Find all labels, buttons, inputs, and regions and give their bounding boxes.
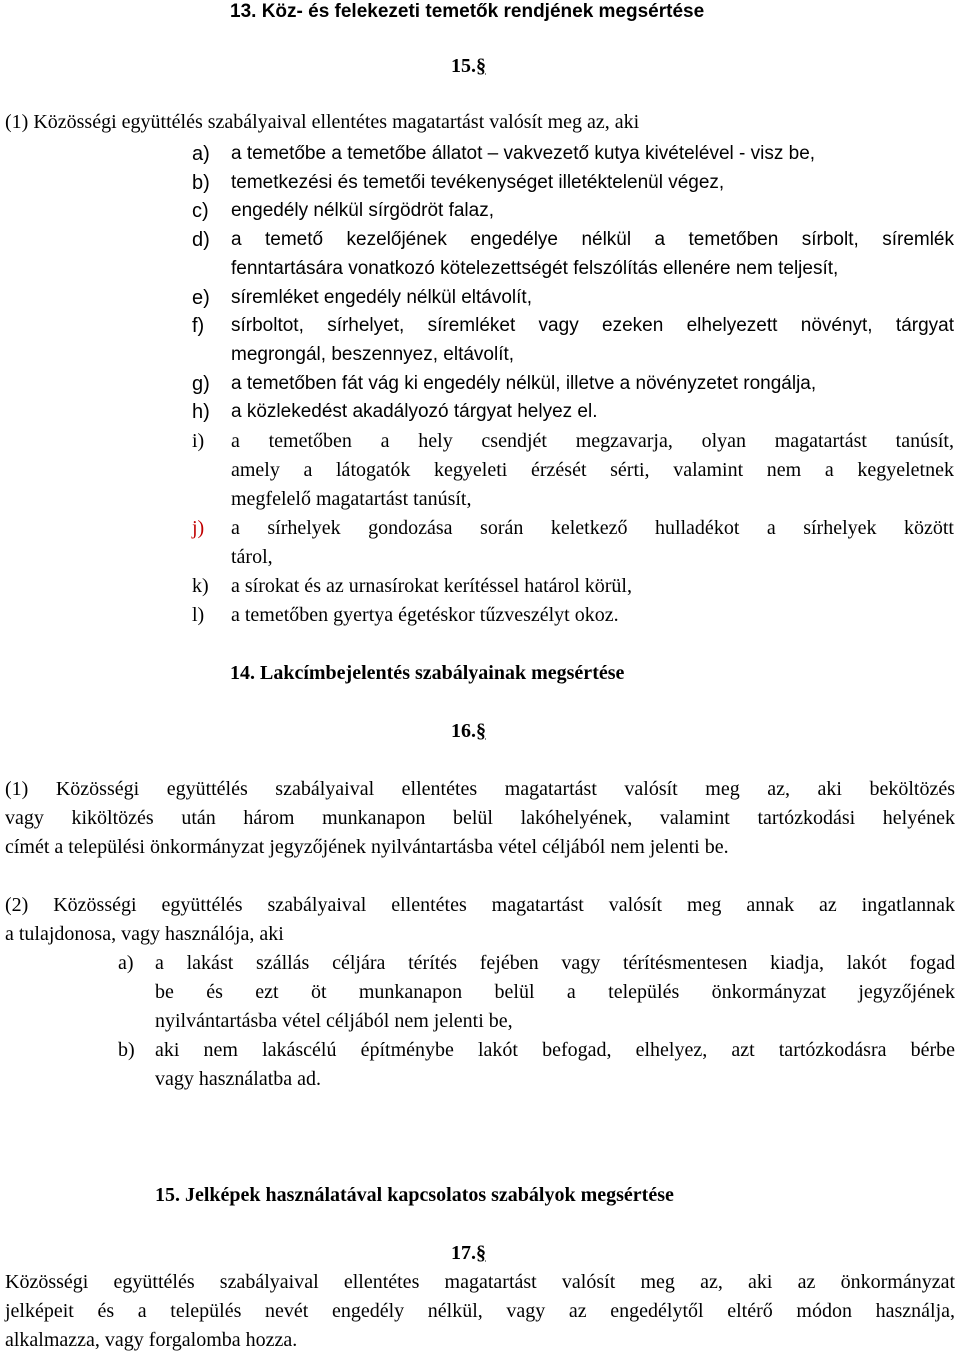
list-item: a sírokat és az urnasírokat kerítéssel határol körül, bbox=[231, 575, 632, 597]
section-13-heading: 13. Köz- és felekezeti temetők rendjének megsértése bbox=[230, 1, 705, 22]
list-item: a sírhelyek gondozása során keletkező hulladékot a sírhelyek között bbox=[231, 517, 954, 539]
list-item: engedély nélkül sírgödröt falaz, bbox=[231, 200, 494, 221]
paragraph-line: (1) Közösségi együttélés szabályaival ellentétes magatartást valósít meg az, aki beköltözés bbox=[5, 778, 955, 800]
list-item-continued: be és ezt öt munkanapon belül a település önkormányzat jegyzőjének bbox=[155, 981, 955, 1003]
paragraph-line: a tulajdonosa, vagy használója, aki bbox=[5, 923, 284, 945]
list-item: síremléket engedély nélkül eltávolít, bbox=[231, 287, 532, 308]
list-item-continued: megfelelő magatartást tanúsít, bbox=[231, 488, 472, 510]
paragraph-line: jelképeit és a település nevét engedély nélkül, vagy az engedélytől eltérő módon használja, bbox=[5, 1300, 955, 1322]
paragraph-15-number: 15.§ bbox=[451, 55, 486, 77]
list-item: a közlekedést akadályozó tárgyat helyez el. bbox=[231, 401, 598, 422]
list-item-continued: tárol, bbox=[231, 546, 273, 568]
paragraph-16-number: 16.§ bbox=[451, 720, 486, 742]
paragraph-line: vagy kiköltözés után három munkanapon belül lakóhelyének, valamint tartózkodási helyének bbox=[5, 807, 955, 829]
section-15-heading: 15. Jelképek használatával kapcsolatos szabályok megsértése bbox=[155, 1184, 674, 1206]
list-item-continued: amely a látogatók kegyeleti érzését sérti, valamint nem a kegyeletnek bbox=[231, 459, 954, 481]
list-item: a temetőben a hely csendjét megzavarja, olyan magatartást tanúsít, bbox=[231, 430, 954, 452]
paragraph-line: alkalmazza, vagy forgalomba hozza. bbox=[5, 1329, 298, 1351]
paragraph-line: címét a települési önkormányzat jegyzőjének nyilvántartásba vétel céljából nem jelenti be. bbox=[5, 836, 729, 858]
list-item: sírboltot, sírhelyet, síremléket vagy ezeken elhelyezett növényt, tárgyat bbox=[231, 315, 954, 336]
item-label: e) bbox=[192, 287, 210, 309]
section-13-intro: (1) Közösségi együttélés szabályaival ellentétes magatartást valósít meg az, aki bbox=[5, 111, 640, 133]
list-item-continued: vagy használatba ad. bbox=[155, 1068, 322, 1090]
list-item: a temetőben fát vág ki engedély nélkül, illetve a növényzetet rongálja, bbox=[231, 373, 817, 394]
item-label: a) bbox=[192, 143, 210, 165]
item-label-highlighted: j) bbox=[192, 517, 205, 539]
item-label: h) bbox=[192, 401, 210, 423]
list-item: a temető kezelőjének engedélye nélkül a temetőben sírbolt, síremlék bbox=[231, 229, 954, 250]
list-item: temetkezési és temetői tevékenységet illetéktelenül végez, bbox=[231, 172, 725, 193]
section-14-heading: 14. Lakcímbejelentés szabályainak megsértése bbox=[230, 662, 625, 684]
item-label: a) bbox=[118, 952, 134, 974]
item-label: b) bbox=[118, 1039, 135, 1061]
item-label: d) bbox=[192, 229, 210, 251]
list-item-continued: nyilvántartásba vétel céljából nem jelenti be, bbox=[155, 1010, 513, 1032]
item-label: g) bbox=[192, 373, 210, 395]
item-label: k) bbox=[192, 575, 209, 597]
paragraph-line: Közösségi együttélés szabályaival ellentétes magatartást valósít meg az, aki az önkormányzat bbox=[5, 1271, 955, 1293]
item-label: c) bbox=[192, 200, 209, 222]
list-item-continued: fenntartására vonatkozó kötelezettségét felszólítás ellenére nem teljesít, bbox=[231, 258, 839, 279]
list-item: a temetőben gyertya égetéskor tűzveszélyt okoz. bbox=[231, 604, 619, 626]
item-label: f) bbox=[192, 315, 205, 337]
paragraph-line: (2) Közösségi együttélés szabályaival ellentétes magatartást valósít meg annak az ingatlannak bbox=[5, 894, 955, 916]
item-label: b) bbox=[192, 172, 210, 194]
list-item-continued: megrongál, beszennyez, eltávolít, bbox=[231, 344, 515, 365]
list-item: a lakást szállás céljára térítés fejében vagy térítésmentesen kiadja, lakót fogad bbox=[155, 952, 955, 974]
paragraph-17-number: 17.§ bbox=[451, 1242, 486, 1264]
list-item: a temetőbe a temetőbe állatot – vakvezető kutya kivételével - visz be, bbox=[231, 143, 816, 164]
list-item: aki nem lakáscélú építménybe lakót befogad, elhelyez, azt tartózkodásra bérbe bbox=[155, 1039, 955, 1061]
item-label: l) bbox=[192, 604, 205, 626]
item-label: i) bbox=[192, 430, 205, 452]
